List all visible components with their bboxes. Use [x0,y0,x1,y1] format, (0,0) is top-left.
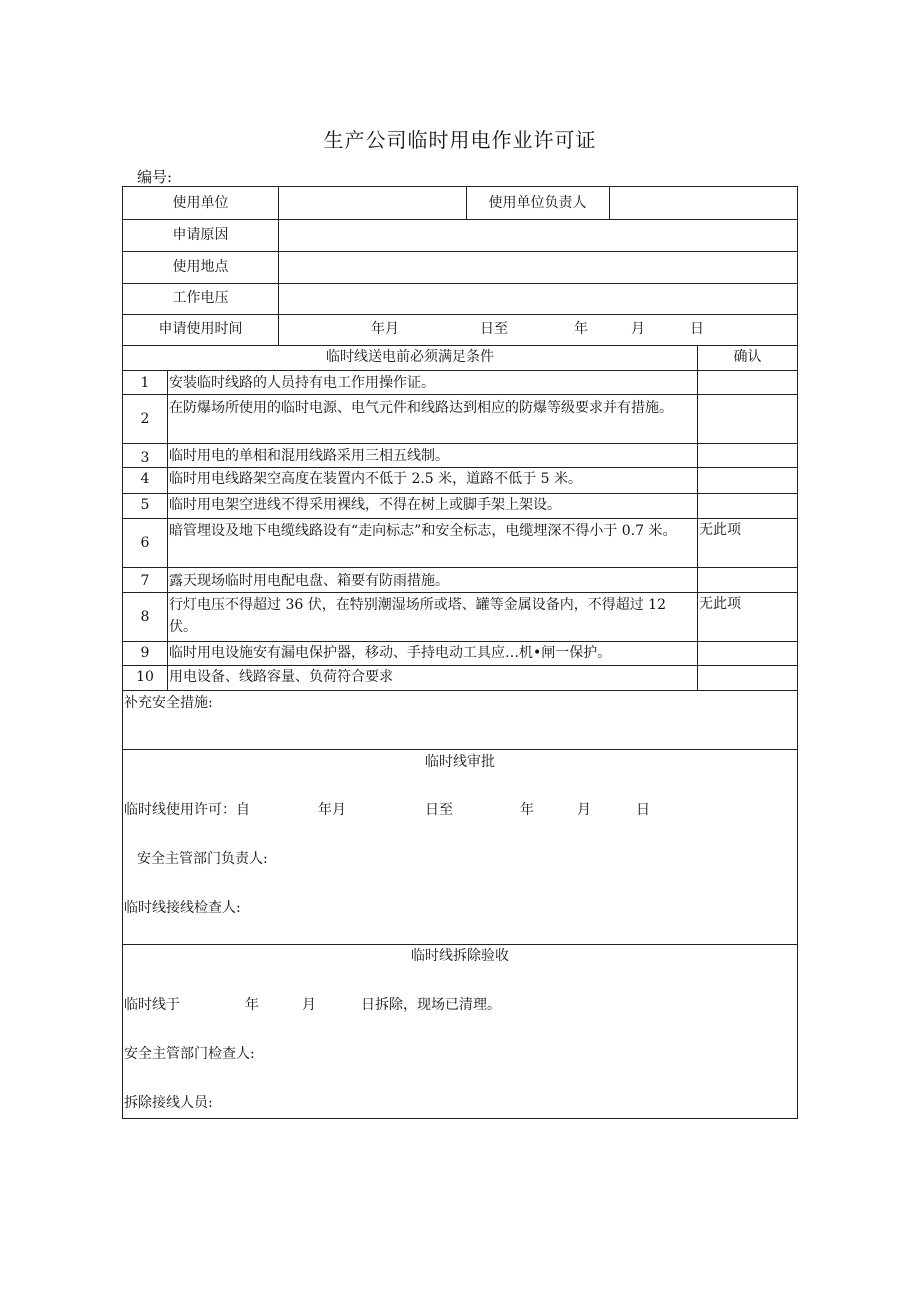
condition-text: 暗管埋设及地下电缆线路设有“走向标志”和安全标志，电缆埋深不得小于 0.7 米。 [169,523,677,539]
condition-confirm[interactable] [699,397,795,417]
removal-heading: 临时线拆除验收 [411,948,509,964]
condition-number: 2 [140,411,150,427]
condition-confirm[interactable] [699,571,795,591]
permit-part: 年月 [318,802,346,818]
condition-number: 10 [136,669,154,685]
removal-worker-label: 拆除接线人员: [124,1095,213,1111]
condition-confirm[interactable] [699,469,795,489]
condition-number: 6 [140,535,150,551]
condition-text: 临时用电的单相和混用线路采用三相五线制。 [169,448,449,464]
voltage-label: 工作电压 [172,290,229,306]
permit-part: 年 [520,802,534,818]
condition-number: 3 [140,450,150,466]
removal-part: 年 [245,997,259,1013]
location-value-field[interactable] [279,257,796,277]
condition-number: 4 [140,471,150,487]
removal-inspector-label: 安全主管部门检查人: [124,1046,255,1062]
supplement-label: 补充安全措施: [124,695,213,711]
page-title: 生产公司临时用电作业许可证 [323,128,597,152]
condition-confirm[interactable] [699,373,795,393]
condition-number: 8 [140,609,150,625]
confirm-heading: 确认 [733,349,762,365]
removal-part: 日拆除，现场已清理。 [361,997,501,1013]
location-label: 使用地点 [172,259,229,275]
condition-text: 临时用电线路架空高度在装置内不低于 2.5 米，道路不低于 5 米。 [169,471,582,487]
permit-form [122,186,798,1119]
condition-text: 用电设备、线路容量、负荷符合要求 [169,669,393,685]
condition-text: 在防爆场所使用的临时电源、电气元件和线路达到相应的防爆等级要求并有措施。 [169,400,673,416]
removal-part: 月 [302,997,316,1013]
approval-heading: 临时线审批 [425,754,495,770]
condition-confirm[interactable] [699,495,795,515]
condition-confirm[interactable] [699,446,795,466]
permit-label: 临时线使用许可：自 [124,802,250,818]
condition-confirm[interactable]: 无此项 [699,522,741,538]
unit-value-field[interactable] [279,193,465,213]
condition-text: 露天现场临时用电配电盘、箱要有防雨措施。 [169,573,449,589]
conditions-heading: 临时线送电前必须满足条件 [326,349,494,365]
condition-text: 安装临时线路的人员持有电工作用操作证。 [169,375,435,391]
supplement-field[interactable] [124,715,794,745]
serial-number-label: 编号: [137,168,173,186]
time-label: 申请使用时间 [158,321,243,337]
condition-text: 行灯电压不得超过 36 伏，在特别潮湿场所或塔、罐等金属设备内，不得超过 12 伏。 [169,597,666,635]
condition-number: 7 [140,573,150,589]
removal-prefix: 临时线于 [124,997,180,1013]
permit-part: 日 [636,802,650,818]
reason-label: 申请原因 [172,227,229,243]
permit-part: 月 [577,802,591,818]
time-part: 日至 [480,321,508,337]
approval-inspector-label: 临时线接线检查人: [124,900,241,916]
permit-part: 日至 [425,802,453,818]
time-part: 年 [574,321,588,337]
time-part: 月 [631,321,645,337]
condition-number: 1 [140,375,150,391]
condition-number: 9 [140,645,150,661]
unit-lead-value-field[interactable] [610,193,796,213]
safety-head-label: 安全主管部门负责人: [137,851,268,867]
time-part: 年月 [371,321,399,337]
condition-confirm[interactable]: 无此项 [699,596,741,612]
time-part: 日 [690,321,704,337]
voltage-value-field[interactable] [279,288,796,308]
condition-text: 临时用电设施安有漏电保护器，移动、手持电动工具应…机•闸一保护。 [169,645,612,661]
condition-confirm[interactable] [699,667,795,687]
unit-label: 使用单位 [172,195,229,211]
condition-text: 临时用电架空进线不得采用裸线，不得在树上或脚手架上架设。 [169,497,561,513]
reason-value-field[interactable] [279,225,796,245]
condition-number: 5 [140,497,150,513]
condition-confirm[interactable] [699,643,795,663]
unit-lead-label: 使用单位负责人 [488,195,587,211]
